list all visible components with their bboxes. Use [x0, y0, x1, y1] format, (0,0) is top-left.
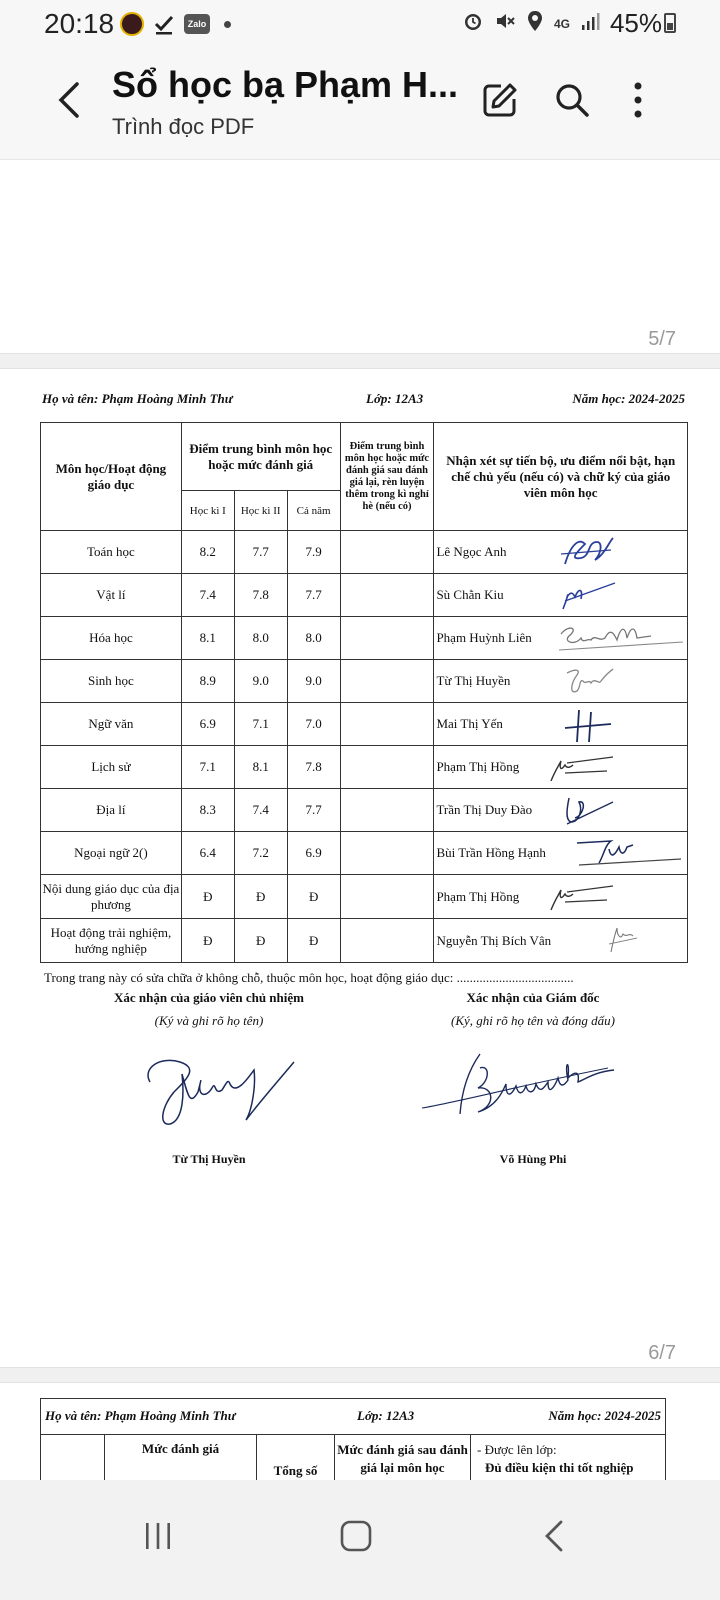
teacher-name: Mai Thị Yến: [436, 716, 503, 731]
signature-image: [555, 620, 685, 656]
teacher-cell: [434, 660, 688, 703]
pdf-viewer[interactable]: [0, 160, 720, 1480]
zalo-notification-icon: Zalo: [184, 14, 210, 34]
retest-cell: [340, 832, 434, 875]
location-icon: [526, 10, 544, 38]
edit-icon: [481, 81, 519, 119]
teacher-cell: [434, 574, 688, 617]
year-cell: 7.9: [287, 531, 340, 574]
page-indicator-5: 5/7: [648, 328, 676, 350]
student-name-label: Họ và tên: Phạm Hoàng Minh Thư: [42, 391, 233, 406]
teacher-name: Từ Thị Huyền: [436, 673, 511, 688]
table-row: [41, 531, 688, 574]
teacher-name: Nguyễn Thị Bích Vân: [436, 932, 552, 948]
sem2-cell: 8.1: [234, 746, 287, 789]
empty-cell: [41, 1435, 105, 1481]
sem1-cell: Đ: [181, 919, 234, 963]
recent-apps-icon: [143, 1521, 173, 1551]
teacher-cell: [434, 703, 688, 746]
retest-cell: [340, 875, 434, 919]
retest-cell: [340, 617, 434, 660]
year-cell: Đ: [287, 919, 340, 963]
navigation-bar: [0, 1480, 720, 1600]
battery-percent: 45%: [609, 8, 662, 38]
signature-image: [557, 577, 617, 613]
teacher-cell: [434, 919, 688, 963]
document-title: Sổ học bạ Phạm H...: [112, 64, 459, 105]
teacher-name: Trần Thị Duy Đào: [436, 802, 533, 817]
header-rating: Mức đánh giá: [105, 1435, 257, 1481]
principal-name: Võ Hùng Phi: [499, 1152, 567, 1166]
retest-cell: [340, 746, 434, 789]
back-icon: [55, 80, 81, 120]
more-vert-icon: [633, 82, 643, 118]
page7-header-box: [40, 1398, 666, 1434]
table-row: [41, 919, 688, 963]
signature-image: [547, 878, 617, 914]
teacher-cell: [434, 875, 688, 919]
sem1-cell: 8.2: [181, 531, 234, 574]
teacher-name: Phạm Huỳnh Liên: [436, 630, 532, 645]
subject-cell: Vật lí: [41, 574, 182, 617]
retest-cell: [340, 660, 434, 703]
header-subject: Môn học/Hoạt động giáo dục: [41, 423, 182, 531]
retest-cell: [340, 789, 434, 832]
app-notification-icon: [120, 12, 144, 36]
battery-icon: [664, 13, 676, 33]
retest-cell: [340, 574, 434, 617]
teacher-cell: [434, 531, 688, 574]
system-back-button[interactable]: [524, 1506, 584, 1566]
header-semester-2: Học kì II: [234, 491, 287, 531]
edit-button[interactable]: [478, 78, 522, 122]
class-label: Lớp: 12A3: [366, 391, 424, 406]
sem2-cell: Đ: [234, 919, 287, 963]
teacher-cell: [434, 617, 688, 660]
header-full-year: Cả năm: [287, 491, 340, 531]
subject-cell: Ngoại ngữ 2(): [41, 832, 182, 875]
sem1-cell: 8.1: [181, 617, 234, 660]
homeroom-signature-image: [140, 1048, 300, 1134]
sem1-cell: 7.1: [181, 746, 234, 789]
teacher-name: Phạm Thị Hồng: [436, 759, 520, 774]
search-icon: [553, 81, 591, 119]
header-comment: Nhận xét sự tiến bộ, ưu điểm nổi bật, hạn chế chủ yếu (nếu có) và chữ ký của giáo viên môn học: [434, 423, 688, 531]
teacher-cell: [434, 789, 688, 832]
sem2-cell: 7.7: [234, 531, 287, 574]
sem2-cell: 7.1: [234, 703, 287, 746]
year-cell: 8.0: [287, 617, 340, 660]
more-notifications-dot-icon: [224, 21, 231, 28]
sem2-cell: 7.2: [234, 832, 287, 875]
page-separator: [0, 353, 720, 369]
table-row: [41, 574, 688, 617]
teacher-name: Lê Ngọc Anh: [436, 544, 507, 559]
grades-table: [40, 422, 688, 963]
sem2-cell: Đ: [234, 875, 287, 919]
home-icon: [339, 1519, 373, 1553]
subject-cell: Hoạt động trải nghiệm, hướng nghiệp: [41, 919, 182, 963]
year-cell: 6.9: [287, 832, 340, 875]
school-year-label: Năm học: 2024-2025: [572, 391, 685, 406]
student-name-label: Họ và tên: Phạm Hoàng Minh Thư: [45, 1408, 236, 1423]
school-year-label: Năm học: 2024-2025: [548, 1408, 661, 1423]
year-cell: 7.0: [287, 703, 340, 746]
graduation-label: Đủ điều kiện thi tốt nghiệp: [485, 1460, 634, 1475]
more-options-button[interactable]: [616, 78, 660, 122]
back-nav-icon: [542, 1519, 566, 1553]
teacher-name: Sù Chằn Kiu: [436, 587, 504, 602]
table-row: [41, 617, 688, 660]
signature-image: [557, 663, 617, 699]
page7-summary-table: [40, 1434, 666, 1480]
teacher-cell: [434, 746, 688, 789]
header-average: Điểm trung bình môn học hoặc mức đánh giá: [181, 423, 340, 491]
header-total: Tổng số: [257, 1435, 335, 1481]
subject-cell: Lịch sử: [41, 746, 182, 789]
sem1-cell: 8.3: [181, 789, 234, 832]
year-cell: 7.8: [287, 746, 340, 789]
year-cell: 9.0: [287, 660, 340, 703]
check-notification-icon: [152, 12, 176, 36]
subject-cell: Toán học: [41, 531, 182, 574]
page-separator: [0, 1367, 720, 1383]
subject-cell: Địa lí: [41, 789, 182, 832]
home-button[interactable]: [326, 1506, 386, 1566]
mute-icon: [494, 10, 516, 38]
alarm-icon: [462, 10, 484, 38]
subject-cell: Sinh học: [41, 660, 182, 703]
retest-cell: [340, 703, 434, 746]
signature-image: [547, 749, 617, 785]
sem2-cell: 7.4: [234, 789, 287, 832]
retest-cell: [340, 531, 434, 574]
sem1-cell: 6.4: [181, 832, 234, 875]
table-row: [41, 832, 688, 875]
status-bar: [0, 0, 720, 48]
year-cell: Đ: [287, 875, 340, 919]
year-cell: 7.7: [287, 789, 340, 832]
sem2-cell: 9.0: [234, 660, 287, 703]
homeroom-confirm-title: Xác nhận của giáo viên chủ nhiệm: [114, 990, 304, 1005]
signature-image: [557, 706, 617, 744]
principal-signature-image: [418, 1048, 618, 1128]
signature-image: [557, 792, 617, 830]
document-subtitle: Trình đọc PDF: [112, 114, 255, 139]
teacher-name: Phạm Thị Hồng: [436, 888, 520, 904]
principal-confirm-hint: (Ký, ghi rõ họ tên và đóng dấu): [451, 1013, 615, 1028]
sem2-cell: 7.8: [234, 574, 287, 617]
signature-image: [605, 922, 641, 956]
signature-image: [575, 835, 685, 873]
subject-cell: Nội dung giáo dục của địa phương: [41, 875, 182, 919]
header-after-retest: Mức đánh giá sau đánh giá lại môn học: [335, 1435, 471, 1481]
sem1-cell: 6.9: [181, 703, 234, 746]
sem1-cell: 8.9: [181, 660, 234, 703]
retest-cell: [340, 919, 434, 963]
table-row: [41, 703, 688, 746]
promotion-cell: [471, 1435, 666, 1481]
header-retest: Điểm trung bình môn học hoặc mức đánh giá sau đánh giá lại, rèn luyện thêm trong kì nghỉ hè (nếu có): [340, 423, 434, 531]
status-time: 20:18: [44, 8, 115, 39]
signature-image: [557, 534, 617, 570]
table-row: [41, 789, 688, 832]
header-semester-1: Học kì I: [181, 491, 234, 531]
search-button[interactable]: [550, 78, 594, 122]
year-cell: 7.7: [287, 574, 340, 617]
teacher-cell: [434, 832, 688, 875]
promotion-label: - Được lên lớp:: [477, 1442, 557, 1457]
sem1-cell: Đ: [181, 875, 234, 919]
sem1-cell: 7.4: [181, 574, 234, 617]
recent-apps-button[interactable]: [128, 1506, 188, 1566]
class-label: Lớp: 12A3: [357, 1408, 415, 1423]
teacher-name: Bùi Trần Hồng Hạnh: [436, 845, 546, 860]
page-indicator-6: 6/7: [648, 1342, 676, 1364]
signal-icon: [580, 11, 600, 37]
correction-note: Trong trang này có sửa chữa ở không chỗ, thuộc môn học, hoạt động giáo dục: ....................................: [44, 970, 574, 985]
table-row: [41, 746, 688, 789]
subject-cell: Hóa học: [41, 617, 182, 660]
table-row: [41, 660, 688, 703]
homeroom-teacher-name: Từ Thị Huyền: [172, 1152, 246, 1166]
back-button[interactable]: [48, 76, 88, 124]
sem2-cell: 8.0: [234, 617, 287, 660]
homeroom-confirm-hint: (Ký và ghi rõ họ tên): [154, 1013, 264, 1028]
principal-confirm-title: Xác nhận của Giám đốc: [466, 990, 600, 1005]
table-row: [41, 875, 688, 919]
network-type-label: 4G: [553, 16, 570, 31]
subject-cell: Ngữ văn: [41, 703, 182, 746]
app-bar: [0, 48, 720, 160]
